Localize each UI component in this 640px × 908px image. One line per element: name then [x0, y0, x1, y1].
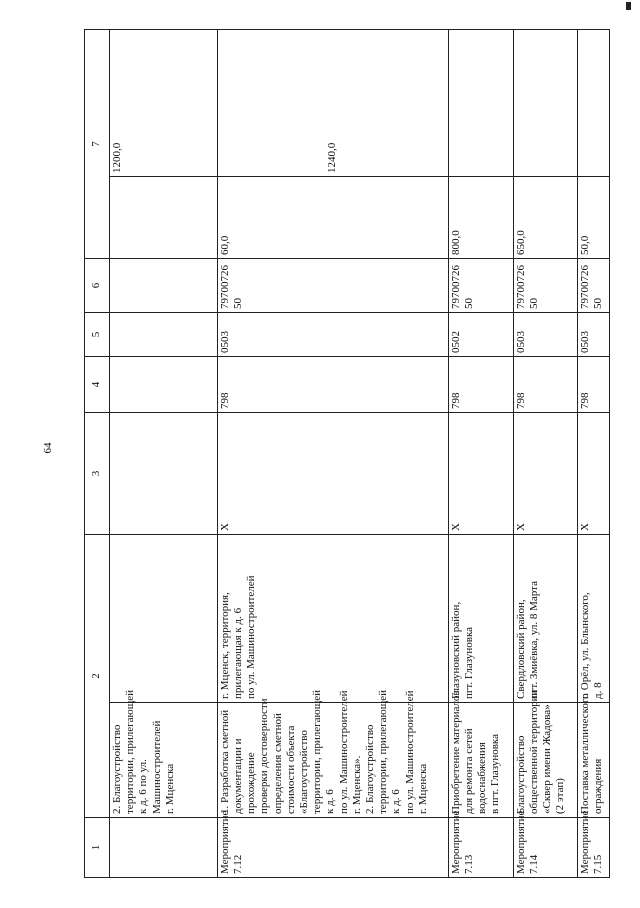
description-cell: Поставка металлического ограждения — [578, 703, 610, 818]
cell-col7-total — [448, 30, 513, 177]
description-cell: Приобретение материалов для ремонта сетей водоснабжения в пгт. Глазуновка — [448, 703, 513, 818]
page-number: 64 — [42, 442, 54, 454]
cell-col7-total: 1200,0 — [110, 30, 218, 177]
cell-col4: 798 — [448, 357, 513, 413]
cell-col5: 0502 — [448, 313, 513, 357]
header-col-3: 3 — [85, 413, 110, 535]
table-row — [217, 30, 448, 878]
cell-col6: 7970072650 — [578, 259, 610, 313]
budget-table — [84, 29, 610, 878]
table-row — [513, 30, 578, 878]
cell-col7-total — [578, 30, 610, 177]
description-cell: Благоустройство общественной территории «Сквер имени Жадова» (2 этап) — [513, 703, 578, 818]
event-cell: Мероприятие 7.15 — [578, 818, 610, 878]
table-row — [448, 30, 513, 878]
event-cell — [110, 818, 218, 878]
rotated-table-container — [84, 30, 610, 878]
table-row — [110, 30, 218, 878]
cell-col3: Х — [217, 413, 448, 535]
cell-col6: 7970072650 — [448, 259, 513, 313]
cell-col7-amount: 60,0 — [217, 177, 448, 259]
header-col-4: 4 — [85, 357, 110, 413]
cell-col7-amount — [110, 177, 218, 259]
header-row — [85, 30, 110, 878]
location-cell — [110, 535, 218, 703]
cell-col7-total — [513, 30, 578, 177]
cell-col7-amount: 50,0 — [578, 177, 610, 259]
cell-col4 — [110, 357, 218, 413]
cell-col7-amount: 800,0 — [448, 177, 513, 259]
cell-col6: 7970072650 — [217, 259, 448, 313]
cell-col3: Х — [448, 413, 513, 535]
location-cell: г. Мценск, территория, прилегающая к д. 6 по ул. Машиностроителей — [217, 535, 448, 703]
header-col-7: 7 — [85, 30, 110, 259]
scan-mark — [626, 2, 631, 10]
event-cell: Мероприятие 7.12 — [217, 818, 448, 878]
cell-col5: 0503 — [513, 313, 578, 357]
cell-col5: 0503 — [578, 313, 610, 357]
header-col-2: 2 — [85, 535, 110, 818]
cell-col3: Х — [578, 413, 610, 535]
cell-col5: 0503 — [217, 313, 448, 357]
header-col-5: 5 — [85, 313, 110, 357]
cell-col6 — [110, 259, 218, 313]
cell-col4: 798 — [513, 357, 578, 413]
cell-col3 — [110, 413, 218, 535]
cell-col7-amount: 650,0 — [513, 177, 578, 259]
event-cell: Мероприятие 7.13 — [448, 818, 513, 878]
cell-col3: Х — [513, 413, 578, 535]
location-cell: Свердловский район, пгт. Змиёвка, ул. 8 Марта — [513, 535, 578, 703]
cell-col4: 798 — [217, 357, 448, 413]
event-cell: Мероприятие 7.14 — [513, 818, 578, 878]
cell-col6: 7970072650 — [513, 259, 578, 313]
header-col-1: 1 — [85, 818, 110, 878]
cell-col7-total: 1240,0 — [217, 30, 448, 177]
description-cell: 1. Разработка сметной документации и прохождение проверки достоверности определения сметной стоимости объекта «Благоустройство территории, прилегающей к д. 6 по ул. Машиностроителей г. Мценска». 2. Благоустройство территории, прилегающей к д. 6 по ул. Машиностроителей г. Мценска — [217, 703, 448, 818]
description-cell: 2. Благоустройство территории, прилегающей к д. 6 по ул. Машиностроителей г. Мценска — [110, 703, 218, 818]
cell-col4: 798 — [578, 357, 610, 413]
cell-col5 — [110, 313, 218, 357]
header-col-6: 6 — [85, 259, 110, 313]
location-cell: г. Орёл, ул. Блынского, д. 8 — [578, 535, 610, 703]
location-cell: Глазуновский район, пгт. Глазуновка — [448, 535, 513, 703]
table-row — [578, 30, 610, 878]
